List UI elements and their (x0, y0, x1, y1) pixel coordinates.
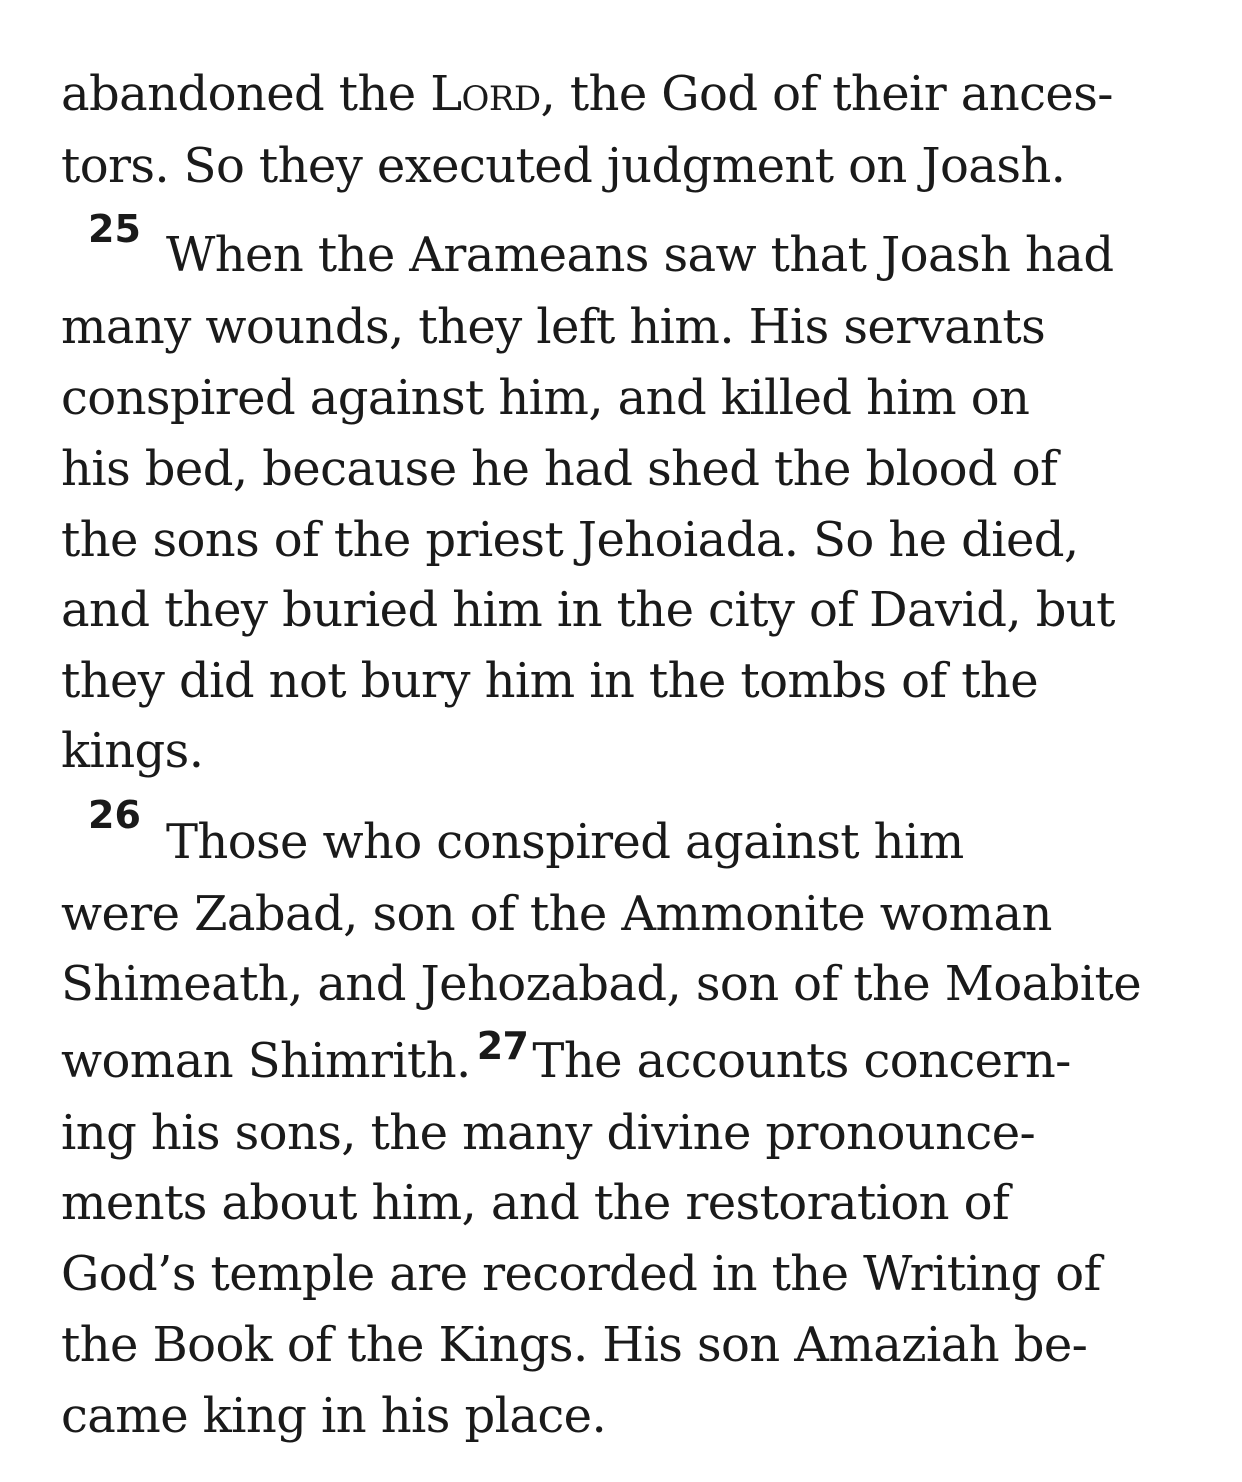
text-line-8: and they buried him in the city of David, but (61, 582, 1115, 638)
text-line-12: were Zabad, son of the Ammonite woman (61, 886, 1052, 942)
text-line-4: many wounds, they left him. His servants (61, 299, 1046, 355)
text-line-9: they did not bury him in the tombs of the (61, 653, 1039, 709)
text-line-19: came king in his place. (61, 1388, 607, 1444)
text-segment: abandoned the (61, 66, 431, 122)
text-line-13: Shimeath, and Jehozabad, son of the Moabite (61, 956, 1142, 1012)
verse-number-25: 25 (88, 207, 141, 251)
text-line-15: ing his sons, the many divine pronounce- (61, 1105, 1036, 1161)
divine-name-small-caps: Lord (430, 66, 541, 122)
text-line-6: his bed, because he had shed the blood of (61, 441, 1058, 497)
text-line-2: tors. So they executed judgment on Joash. (61, 138, 1066, 194)
text-line-10: kings. (61, 723, 204, 779)
text-line-18: the Book of the Kings. His son Amaziah be- (61, 1317, 1088, 1373)
verse-number-27: 27 (476, 1024, 529, 1068)
text-line-7: the sons of the priest Jehoiada. So he died, (61, 512, 1079, 568)
text-segment: , the God of their ances- (540, 66, 1113, 122)
text-line-5: conspired against him, and killed him on (61, 370, 1030, 426)
text-segment: The accounts concern- (532, 1033, 1071, 1089)
text-line-14 (61, 1024, 1071, 1094)
verse-number-26: 26 (88, 793, 141, 837)
text-line-17: God’s temple are recorded in the Writing of (61, 1246, 1101, 1302)
text-segment: woman Shimrith. (61, 1033, 471, 1089)
text-line-1 (61, 64, 1113, 124)
text-line-16: ments about him, and the restoration of (61, 1175, 1010, 1231)
text-line-11: Those who conspired against him (166, 814, 964, 870)
text-line-3: When the Arameans saw that Joash had (166, 227, 1114, 283)
